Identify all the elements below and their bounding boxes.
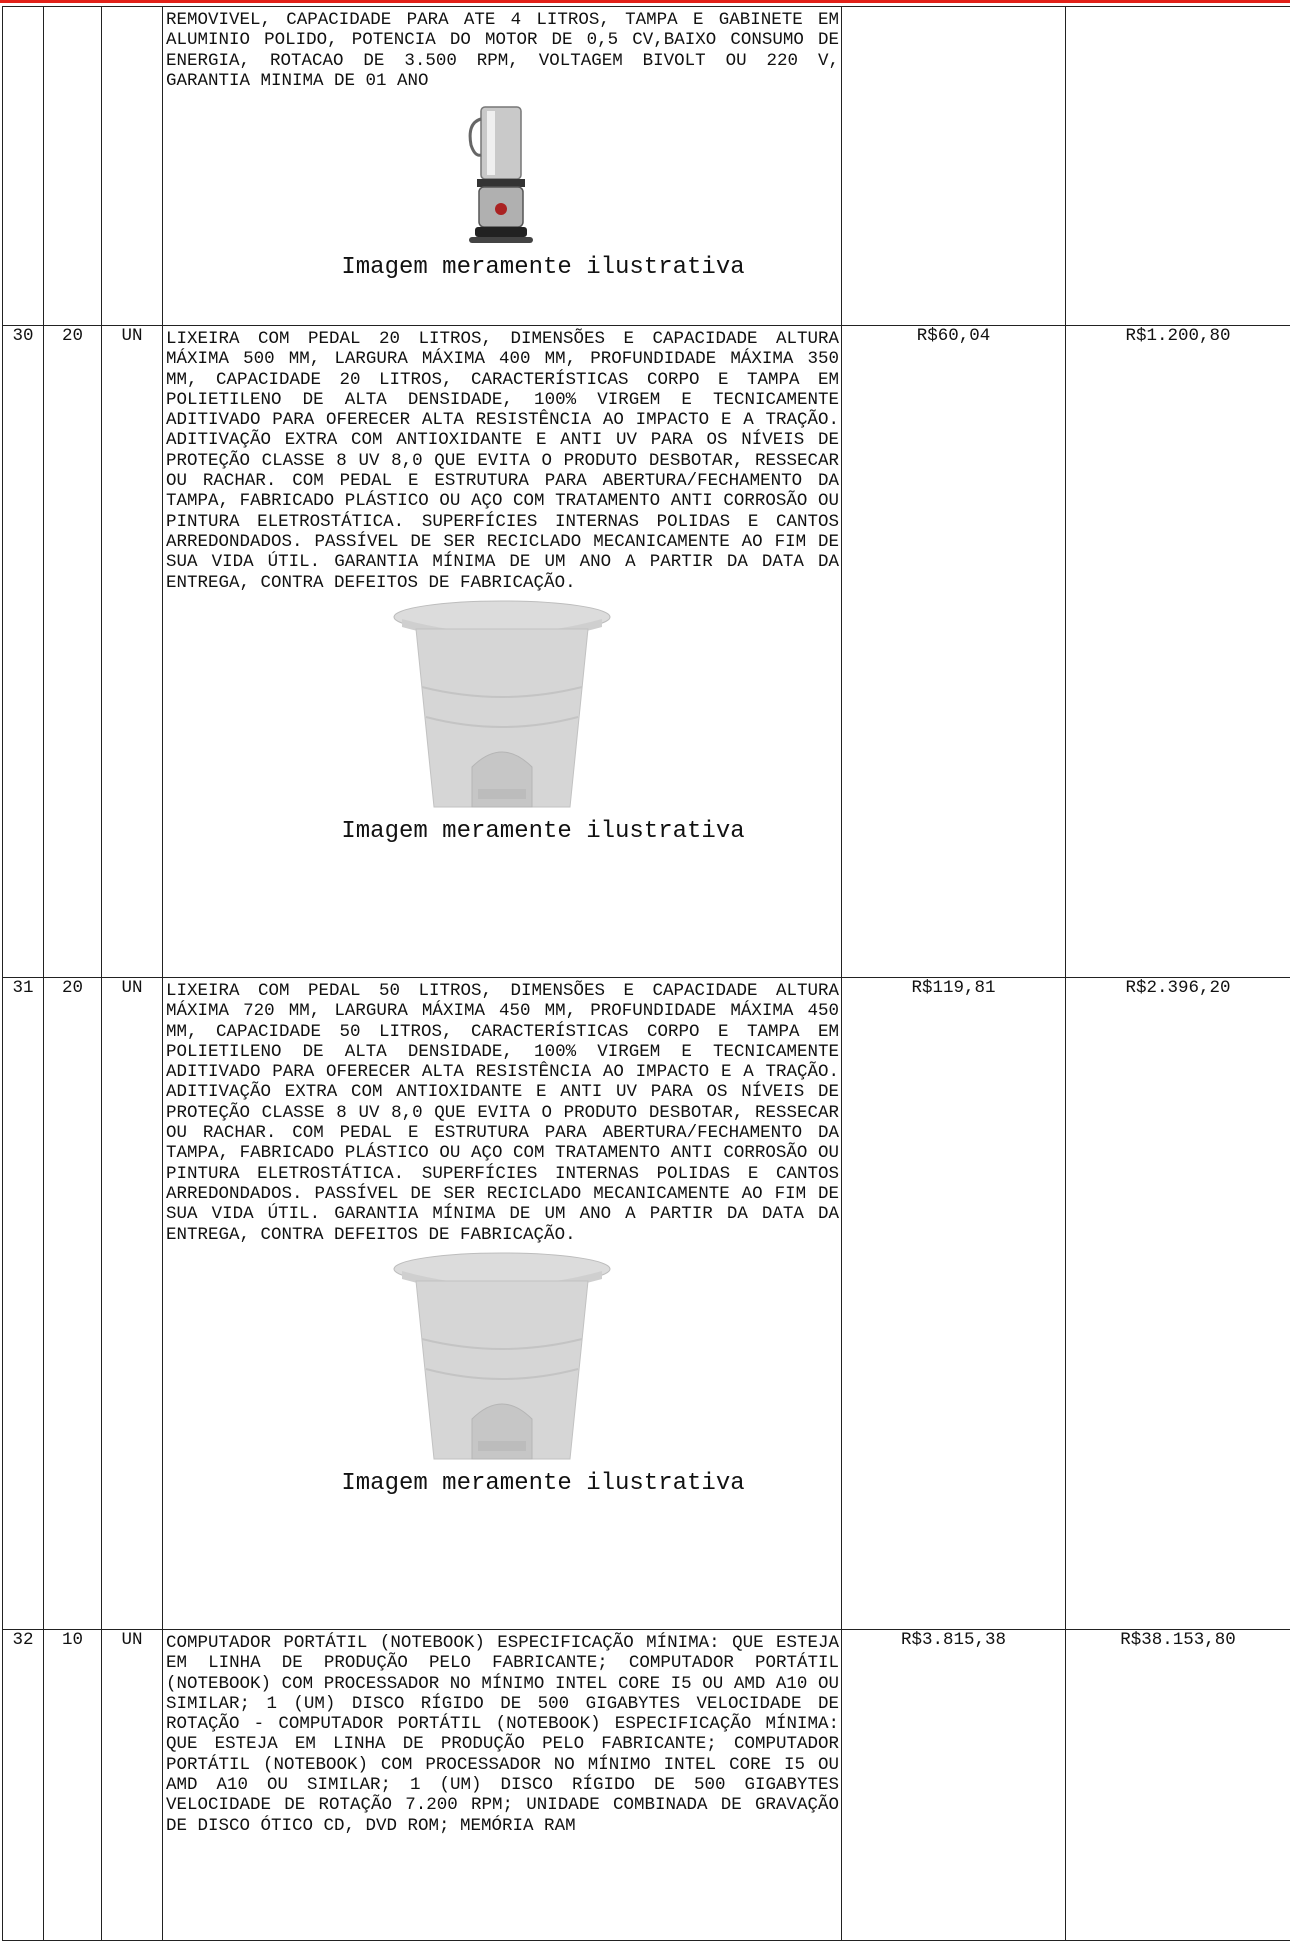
table-row xyxy=(3,326,1290,978)
total-price-cell: R$38.153,80 xyxy=(1066,1630,1290,1941)
item-number-cell: 31 xyxy=(3,978,44,1630)
total-price-cell xyxy=(1066,7,1290,326)
table-row xyxy=(3,7,1290,326)
blender-image xyxy=(163,91,841,251)
description-cell xyxy=(163,978,842,1630)
unit-price-cell xyxy=(842,7,1066,326)
item-number-cell xyxy=(3,7,44,326)
header-accent-bar xyxy=(0,0,1290,3)
unit-price-cell: R$60,04 xyxy=(842,326,1066,978)
trash-bin-image xyxy=(163,1245,841,1467)
quantity-cell xyxy=(44,7,102,326)
table-row xyxy=(3,978,1290,1630)
image-caption: Imagem meramente ilustrativa xyxy=(163,819,841,845)
trash-bin-image xyxy=(163,593,841,815)
description-cell xyxy=(163,7,842,326)
unit-price-cell: R$119,81 xyxy=(842,978,1066,1630)
items-table xyxy=(2,6,1290,1941)
unit-cell: UN xyxy=(102,326,163,978)
item-description: LIXEIRA COM PEDAL 20 LITROS, DIMENSÕES E CAPACIDADE ALTURA MÁXIMA 500 MM, LARGURA MÁXIMA 400 MM, PROFUNDIDADE MÁXIMA 350 MM, CAPACIDADE 20 LITROS, CARACTERÍSTICAS CORPO E TAMPA EM POLIETILENO DE ALTA DENSIDADE, 100% VIRGEM E TECNICAMENTE ADITIVADO PARA OFERECER ALTA RESISTÊNCIA AO IMPACTO E A TRAÇÃO. ADITIVAÇÃO EXTRA COM ANTIOXIDANTE E ANTI UV PARA OS NÍVEIS DE PROTEÇÃO CLASSE 8 UV 8,0 QUE EVITA O PRODUTO DESBOTAR, RESSECAR OU RACHAR. COM PEDAL E ESTRUTURA PARA ABERTURA/FECHAMENTO DA TAMPA, FABRICADO PLÁSTICO OU AÇO COM TRATAMENTO ANTI CORROSÃO OU PINTURA ELETROSTÁTICA. SUPERFÍCIES INTERNAS POLIDAS E CANTOS ARREDONDADOS. PASSÍVEL DE SER RECICLADO MECANICAMENTE AO FIM DE SUA VIDA ÚTIL. GARANTIA MÍNIMA DE UM ANO A PARTIR DA DATA DA ENTREGA, CONTRA DEFEITOS DE FABRICAÇÃO. xyxy=(163,326,841,593)
item-description: COMPUTADOR PORTÁTIL (NOTEBOOK) ESPECIFICAÇÃO MÍNIMA: QUE ESTEJA EM LINHA DE PRODUÇÃO PELO FABRICANTE; COMPUTADOR PORTÁTIL (NOTEBOOK) COM PROCESSADOR NO MÍNIMO INTEL CORE I5 OU AMD A10 OU SIMILAR; 1 (UM) DISCO RÍGIDO DE 500 GIGABYTES VELOCIDADE DE ROTAÇÃO - COMPUTADOR PORTÁTIL (NOTEBOOK) ESPECIFICAÇÃO MÍNIMA: QUE ESTEJA EM LINHA DE PRODUÇÃO PELO FABRICANTE; COMPUTADOR PORTÁTIL (NOTEBOOK) COM PROCESSADOR NO MÍNIMO INTEL CORE I5 OU AMD A10 OU SIMILAR; 1 (UM) DISCO RÍGIDO DE 500 GIGABYTES VELOCIDADE DE ROTAÇÃO 7.200 RPM; UNIDADE COMBINADA DE GRAVAÇÃO DE DISCO ÓTICO CD, DVD ROM; MEMÓRIA RAM xyxy=(163,1630,841,1836)
item-number-cell: 30 xyxy=(3,326,44,978)
item-description: LIXEIRA COM PEDAL 50 LITROS, DIMENSÕES E CAPACIDADE ALTURA MÁXIMA 720 MM, LARGURA MÁXIMA 450 MM, PROFUNDIDADE MÁXIMA 450 MM, CAPACIDADE 50 LITROS, CARACTERÍSTICAS CORPO E TAMPA EM POLIETILENO DE ALTA DENSIDADE, 100% VIRGEM E TECNICAMENTE ADITIVADO PARA OFERECER ALTA RESISTÊNCIA AO IMPACTO E A TRAÇÃO. ADITIVAÇÃO EXTRA COM ANTIOXIDANTE E ANTI UV PARA OS NÍVEIS DE PROTEÇÃO CLASSE 8 UV 8,0 QUE EVITA O PRODUTO DESBOTAR, RESSECAR OU RACHAR. COM PEDAL E ESTRUTURA PARA ABERTURA/FECHAMENTO DA TAMPA, FABRICADO PLÁSTICO OU AÇO COM TRATAMENTO ANTI CORROSÃO OU PINTURA ELETROSTÁTICA. SUPERFÍCIES INTERNAS POLIDAS E CANTOS ARREDONDADOS. PASSÍVEL DE SER RECICLADO MECANICAMENTE AO FIM DE SUA VIDA ÚTIL. GARANTIA MÍNIMA DE UM ANO A PARTIR DA DATA DA ENTREGA, CONTRA DEFEITOS DE FABRICAÇÃO. xyxy=(163,978,841,1245)
total-price-cell: R$2.396,20 xyxy=(1066,978,1290,1630)
total-price-cell: R$1.200,80 xyxy=(1066,326,1290,978)
unit-cell: UN xyxy=(102,978,163,1630)
item-description: REMOVIVEL, CAPACIDADE PARA ATE 4 LITROS, TAMPA E GABINETE EM ALUMINIO POLIDO, POTENCIA DO MOTOR DE 0,5 CV,BAIXO CONSUMO DE ENERGIA, ROTACAO DE 3.500 RPM, VOLTAGEM BIVOLT OU 220 V, GARANTIA MINIMA DE 01 ANO xyxy=(163,7,841,91)
quantity-cell: 20 xyxy=(44,326,102,978)
table-row xyxy=(3,1630,1290,1941)
quantity-cell: 20 xyxy=(44,978,102,1630)
description-cell xyxy=(163,1630,842,1941)
image-caption: Imagem meramente ilustrativa xyxy=(163,255,841,281)
quantity-cell: 10 xyxy=(44,1630,102,1941)
image-caption: Imagem meramente ilustrativa xyxy=(163,1471,841,1497)
unit-price-cell: R$3.815,38 xyxy=(842,1630,1066,1941)
unit-cell: UN xyxy=(102,1630,163,1941)
description-cell xyxy=(163,326,842,978)
item-number-cell: 32 xyxy=(3,1630,44,1941)
unit-cell xyxy=(102,7,163,326)
